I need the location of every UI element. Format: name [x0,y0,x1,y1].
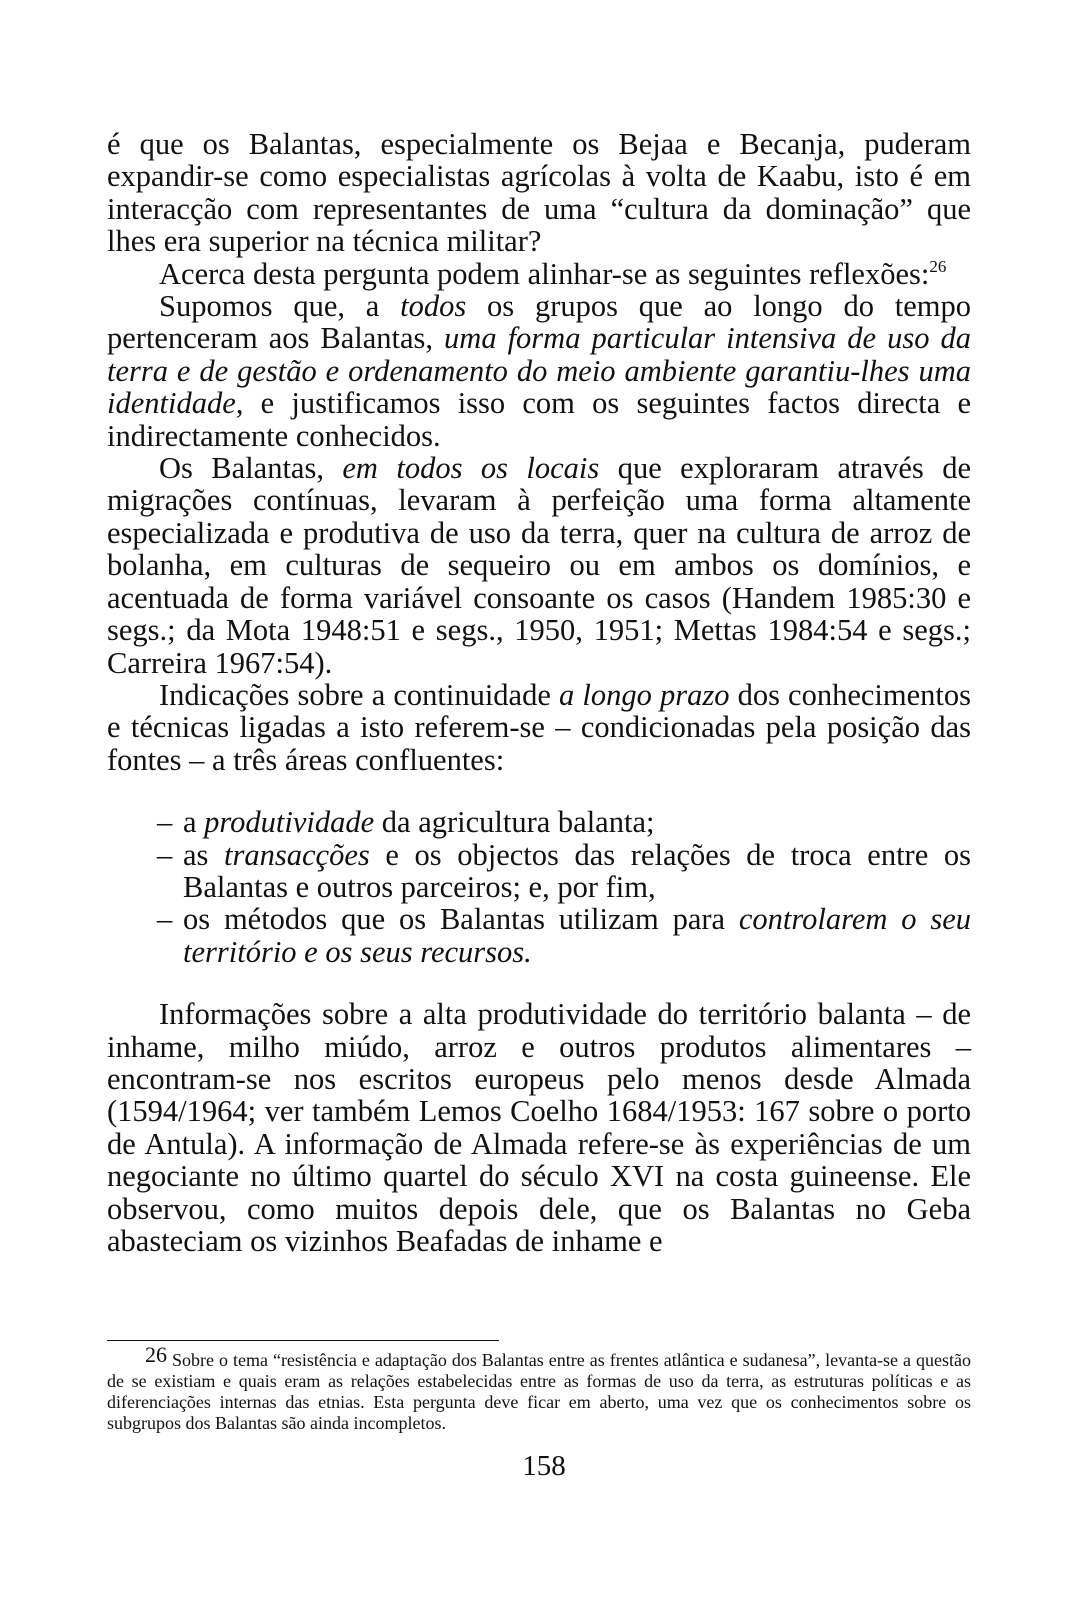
paragraph-4-emphasis: em todos os locais [342,451,600,486]
bullet-1-emphasis: produtividade [204,805,375,840]
bullet-2-c: e os objectos das relações de troca entre os Balantas e outros parceiros; e, por fim, [183,837,971,904]
bullet-list [107,806,971,968]
paragraph-5-emphasis: a longo prazo [559,677,730,712]
bullet-1-a: a [183,805,205,840]
footnote-26 [107,1342,972,1434]
footnote-ref-26: 26 [929,256,947,276]
paragraph-5 [107,679,971,776]
page-number: 158 [522,1450,566,1482]
paragraph-3-e: e justificamos isso com os seguintes factos directa e indirectamente conhecidos. [107,386,971,453]
paragraph-3-emphasis-identity: uma forma particular intensiva de uso da terra e de gestão e ordenamento do meio ambiente garantiu-lhes uma identidade, [107,321,971,421]
spacer [107,968,971,998]
paragraph-1: é que os Balantas, especialmente os Bejaa e Becanja, puderam expandir-se como especialistas agrícolas à volta de Kaabu, isto é em interacção com representantes de uma “cultura da dominação” que lhes era superior na técnica militar? [107,127,971,259]
paragraph-3-c: os grupos que ao longo do tempo pertenceram aos Balantas, [107,289,971,356]
paragraph-2-text: Acerca desta pergunta podem alinhar-se as seguintes reflexões: [159,256,930,291]
paragraph-6: Informações sobre a alta produtividade do território balanta – de inhame, milho miúdo, arroz e outros produtos alimentares – encontram-se nos escritos europeus pelo menos desde Almada (1594/1964; ver também Lemos Coelho 1684/1953: 167 sobre o porto de Antula). A informação de Almada refere-se às experiências de um negociante no último quartel do século XVI na costa guineense. Ele observou, como muitos depois dele, que os Balantas no Geba abasteciam os vizinhos Beafadas de inhame e [107,997,971,1258]
paragraph-4-c: que exploraram através de migrações contínuas, levaram à perfeição uma forma altamente especializada e produtiva de uso da terra, quer na cultura de arroz de bolanha, em culturas de sequeiro ou em ambos os domínios, e acentuada de forma variável consoante os casos (Handem 1985:30 e segs.; da Mota 1948:51 e segs., 1950, 1951; Mettas 1984:54 e segs.; Carreira 1967:54). [107,451,972,680]
paragraph-5-c: dos conhecimentos e técnicas ligadas a isto referem-se – condicionadas pela posição das fontes – a três áreas confluentes: [107,677,971,777]
footnote-text: Sobre o tema “resistência e adaptação dos Balantas entre as frentes atlântica e sudanesa”, levanta-se a questão de se existiam e quais eram as relações estabelecidas entre as formas de uso da terra, as estruturas políticas e as diferenciações internas das etnias. Esta pergunta deve ficar em aberto, uma vez que os conhecimentos sobre os subgrupos dos Balantas são ainda incompletos. [107,1350,972,1433]
bullet-transactions [107,839,971,904]
paragraph-3-a: Supomos que, a [159,289,401,324]
paragraph-3 [107,290,971,452]
footnote-separator [107,1340,499,1341]
paragraph-2 [107,258,971,290]
bullet-productivity [107,806,971,838]
footnote-mark: 26 [145,1342,167,1367]
bullet-3-a: os métodos que os Balantas utilizam para [183,902,739,937]
bullet-2-a: as [183,837,225,872]
bullet-3-emphasis: controlarem o seu território e os seus recursos. [183,902,971,969]
paragraph-3-emphasis-todos: todos [400,289,467,324]
paragraph-5-a: Indicações sobre a continuidade [159,677,559,712]
bullet-2-emphasis: transacções [224,837,370,872]
bullet-dash: – [157,805,173,840]
page-body [107,128,971,1257]
bullet-dash: – [157,837,173,872]
paragraph-4-a: Os Balantas, [159,451,343,486]
bullet-methods [107,903,971,968]
paragraph-4 [107,452,971,679]
bullet-1-c: da agricultura balanta; [374,805,655,840]
bullet-dash: – [157,902,173,937]
